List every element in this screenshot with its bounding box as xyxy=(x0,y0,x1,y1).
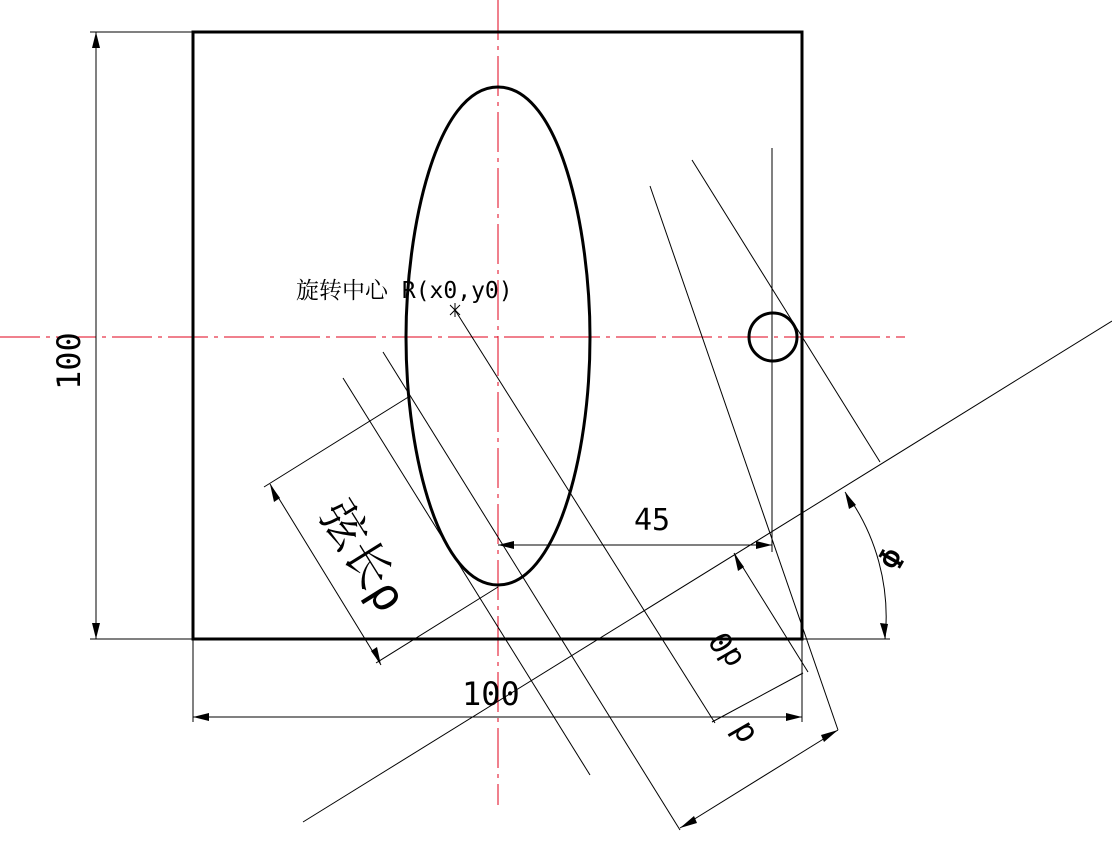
label-dim-width: 100 xyxy=(462,675,520,713)
label-dim-d: d xyxy=(721,715,764,752)
dimension-chord xyxy=(264,396,498,665)
dimension-d xyxy=(680,730,838,828)
dimension-height xyxy=(90,32,193,639)
label-chord-length: 弦长ρ xyxy=(308,491,418,622)
label-rotation-center: 旋转中心 R(x0,y0) xyxy=(296,278,513,304)
label-dim-d0: d0 xyxy=(702,625,751,675)
label-dim-height: 100 xyxy=(50,332,88,390)
label-phi: Φ xyxy=(870,540,915,579)
dimension-45 xyxy=(498,148,772,552)
inclined-reference-line xyxy=(303,321,1112,822)
label-dim-45: 45 xyxy=(634,503,671,538)
parallel-lines xyxy=(343,160,880,830)
angle-arc-phi xyxy=(845,492,886,639)
